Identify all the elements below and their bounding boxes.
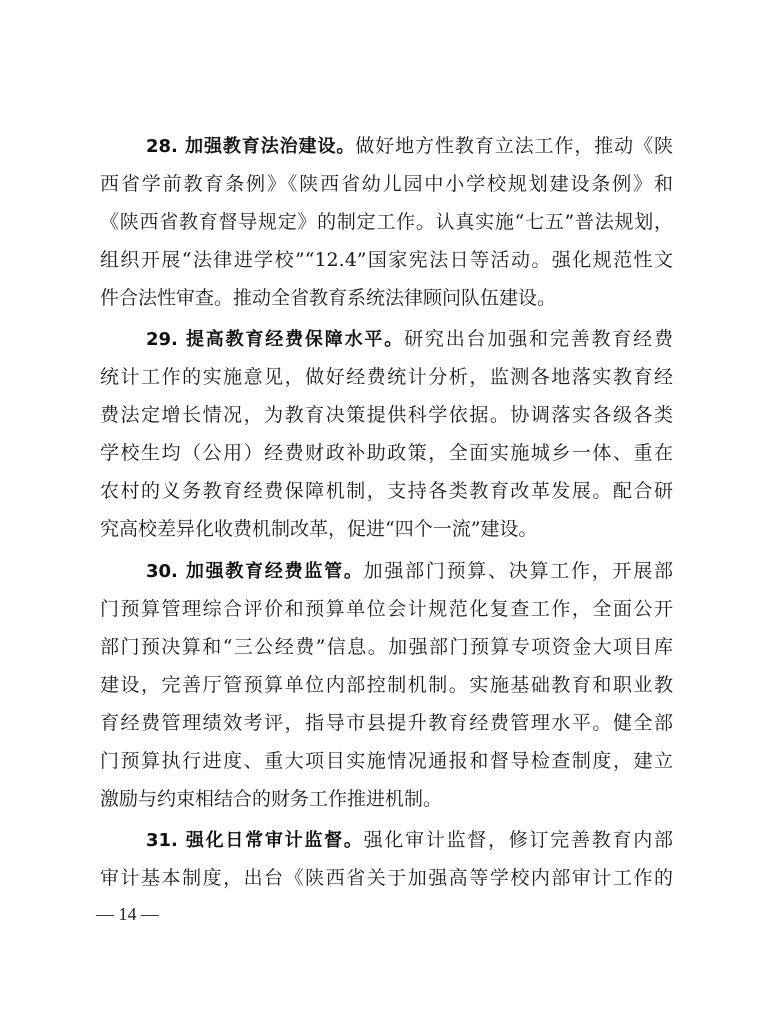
paragraph-29-line-2: 统计工作的实施意见，做好经费统计分析，监测各地落实教育经 — [100, 366, 673, 388]
paragraph-28-text: 做好地方性教育立法工作，推动《陕 — [355, 135, 673, 157]
paragraph-28-line-2: 西省学前教育条例》《陕西省幼儿园中小学校规划建设条例》和 — [100, 173, 673, 195]
paragraph-30-line-1 — [146, 551, 673, 591]
paragraph-28-line-5: 件合法性审查。推动全省教育系统法律顾问队伍建设。 — [100, 287, 557, 309]
paragraph-30-heading: 30. 加强教育经费监管。 — [146, 561, 364, 582]
paragraph-31-heading: 31. 强化日常审计监督。 — [146, 830, 364, 851]
paragraph-30-line-7: 激励与约束相结合的财务工作推进机制。 — [100, 788, 443, 810]
paragraph-29-line-1 — [146, 319, 673, 359]
paragraph-29-line-3: 费法定增长情况，为教育决策提供科学依据。协调落实各级各类 — [100, 404, 673, 426]
paragraph-30-line-6: 门预算执行进度、重大项目实施情况通报和督导检查制度，建立 — [100, 750, 673, 772]
paragraph-30-line-3: 部门预决算和“三公经费”信息。加强部门预算专项资金大项目库 — [100, 636, 673, 658]
paragraph-30-text: 加强部门预算、决算工作，开展部 — [363, 560, 673, 582]
paragraph-28-line-3: 《陕西省教育督导规定》的制定工作。认真实施“七五”普法规划， — [100, 211, 673, 233]
paragraph-31-line-1 — [146, 820, 673, 860]
paragraph-30-line-4: 建设，完善厅管预算单位内部控制机制。实施基础教育和职业教 — [100, 674, 673, 696]
page-number: — 14 — — [96, 904, 159, 924]
paragraph-28-line-4: 组织开展“法律进学校”“12.4”国家宪法日等活动。强化规范性文 — [100, 249, 673, 271]
paragraph-31-line-2: 审计基本制度，出台《陕西省关于加强高等学校内部审计工作的 — [100, 867, 673, 889]
paragraph-29-heading: 29. 提高教育经费保障水平。 — [146, 329, 405, 350]
paragraph-29-line-4: 学校生均（公用）经费财政补助政策，全面实施城乡一体、重在 — [100, 442, 673, 464]
paragraph-30-line-5: 育经费管理绩效考评，指导市县提升教育经费管理水平。健全部 — [100, 712, 673, 734]
paragraph-31-text: 强化审计监督，修订完善教育内部 — [363, 829, 673, 851]
paragraph-29-line-6: 究高校差异化收费机制改革，促进“四个一流”建设。 — [100, 518, 538, 540]
paragraph-29-line-5: 农村的义务教育经费保障机制，支持各类教育改革发展。配合研 — [100, 480, 673, 502]
paragraph-28-line-1 — [146, 126, 673, 166]
paragraph-29-text: 研究出台加强和完善教育经费 — [404, 328, 673, 350]
paragraph-28-heading: 28. 加强教育法治建设。 — [146, 136, 356, 157]
paragraph-30-line-2: 门预算管理综合评价和预算单位会计规范化复查工作，全面公开 — [100, 598, 673, 620]
